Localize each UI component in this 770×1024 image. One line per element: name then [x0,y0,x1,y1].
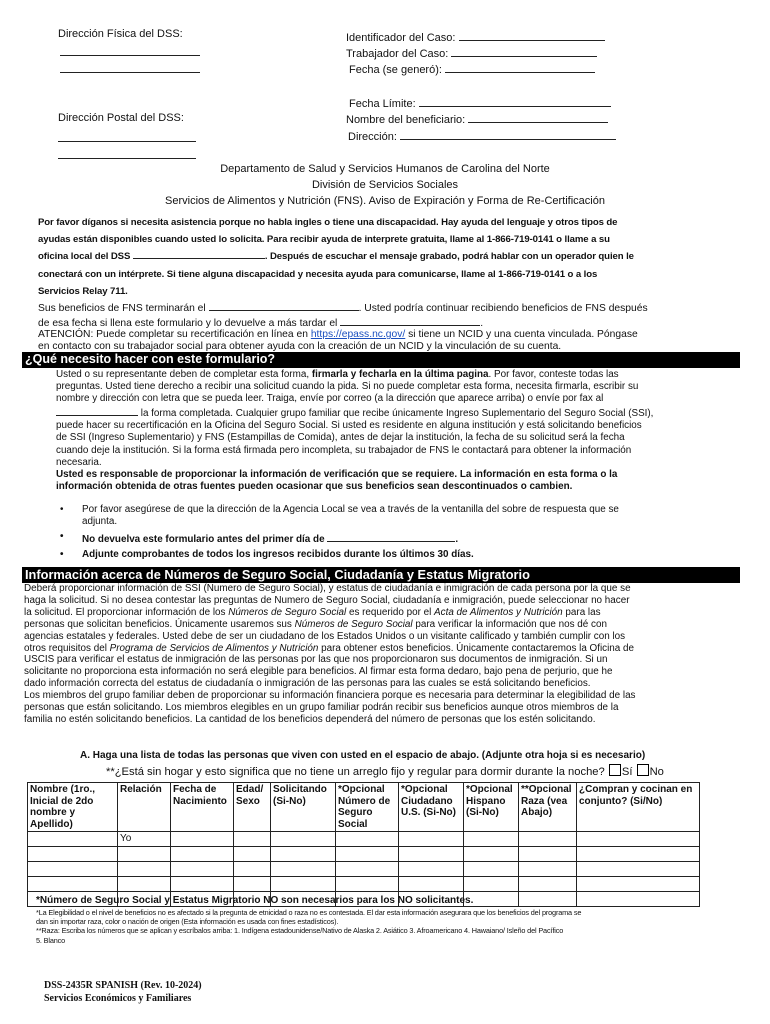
bullet-3: • Adjunte comprobantes de todos los ingresos recibidos durante los últimos 30 días. [60,549,474,561]
table-cell[interactable] [171,847,234,862]
section1-title: ¿Qué necesito hacer con este formulario? [22,352,740,368]
section2-line-7: USCIS para verificar el estatus de inmigración de las personas por las que nos proporcionaron sus documentos de inmigración. Si un [24,654,608,666]
footnotes-small [36,908,736,945]
section1-line-4: puede hacer su recertificación en la Oficina del Seguro Social. Si usted es residente en alguna institución y está solicitando beneficios [56,420,642,432]
section1-line-1: preguntas. Usted tiene derecho a recibir una solicitud cuando la pida. Si no puede completar esta forma, necesita firmarla, escribir su [56,381,639,393]
table-cell[interactable] [171,877,234,892]
table-cell[interactable] [399,877,464,892]
table-row [28,832,700,847]
assistance-line-4: conectará con un intérprete. Si tiene alguna discapacidad y necesita ayuda para comunicarse, llame al 1-866-719-0141 o a los [38,268,598,280]
bullet-dot: • [60,504,64,515]
table-cell[interactable] [519,847,577,862]
agency-line-2: División de Servicios Sociales [311,179,459,191]
table-cell[interactable] [28,847,118,862]
benefits-line-3: ATENCIÓN: Puede completar su recertificación en línea en https://epass.nc.gov/ si tiene un NCID y una cuenta vinculada. Póngase [38,329,638,341]
benefits-paragraph [38,300,744,352]
col-relation-header: Relación [118,783,171,832]
section1-line-5: de SSI (Ingreso Suplementario) y FNS (Estampillas de Comida), antes de dejar la institución, la fecha de su solicitud será la fecha [56,432,625,444]
table-cell[interactable] [171,862,234,877]
section1-bullets [60,504,750,561]
table-cell[interactable] [464,862,519,877]
table-cell[interactable] [399,847,464,862]
address-label: Dirección: [348,129,616,144]
col-ssn-header: *Opcional Número de Seguro Social [336,783,399,832]
section2-line-6: otros requisitos del Programa de Servicios de Alimentos y Nutrición para obtener estos beneficios. Únicamente contactaremos la Oficina de [24,642,635,654]
section2-line-3: la solicitud. El proporcionar información de los Números de Seguro Social es requerido por el Acta de Alimentos y Nutrición para las [24,606,601,618]
table-cell[interactable] [171,832,234,847]
table-cell[interactable] [28,877,118,892]
assistance-line-3: oficina local del DSS . Después de escuchar el mensaje grabado, podrá hablar con un operador quien le [38,248,738,265]
benefits-line-2: de esa fecha si llena este formulario y lo devuelve a más tardar el . [38,315,744,330]
mailing-address-line-1[interactable] [58,131,196,142]
benefits-line-1: Sus beneficios de FNS terminarán el . Usted podría continuar recibiendo beneficios de FNS después [38,300,744,315]
section1-body [56,369,746,493]
case-id-label: Identificador del Caso: [346,30,605,45]
assistance-paragraph [38,214,738,300]
case-id-field[interactable] [459,30,605,41]
form-code: DSS-2435R SPANISH (Rev. 10-2024) [44,980,202,991]
physical-address-label: Dirección Física del DSS: [58,28,183,40]
table-cell[interactable] [519,862,577,877]
table-header-row [28,783,700,832]
section1-line-0: Usted o su representante deben de completar esta forma, firmarla y fecharla en la última pagina. Por favor, conteste todas las [56,369,619,380]
benefits-line-4: en contacto con su trabajador social para obtener ayuda con la creación de un NCID y la vinculación de su cuenta. [38,340,562,352]
address-field[interactable] [400,129,616,140]
section2-body [24,583,748,726]
beneficiary-label: Nombre del beneficiario: [346,112,608,127]
homeless-yes-label: Sí [621,766,633,778]
local-dss-field[interactable] [133,248,265,259]
table-cell[interactable] [336,832,399,847]
question-homeless: **¿Está sin hogar y esto significa que no tiene un arreglo fijo y regular para dormir durante la noche? Sí No [106,766,664,778]
question-a: A. Haga una lista de todas las personas que viven con usted en el espacio de abajo. (Adjunte otra hoja si es necesario) [80,750,646,761]
first-day-field[interactable] [327,531,455,542]
table-cell-relation[interactable]: Yo [118,832,171,847]
table-cell[interactable] [271,877,336,892]
table-cell[interactable] [399,862,464,877]
section2-line-10: Los miembros del grupo familiar deben de proporcionar su información financiera porque es necesaria para determinar la elegibilidad de las [24,690,636,702]
table-cell[interactable] [336,877,399,892]
col-shop-cook-header: ¿Compran y cocinan en conjunto? (Si/No) [577,783,700,832]
due-date-label: Fecha Límite: [349,96,611,111]
section2-line-4: personas que solicitan beneficios. Únicamente usaremos sus Números de Seguro Social para verificar la información que nos dé con [24,618,607,630]
section1-bold-1: Usted es responsable de proporcionar la información de verificación que se requiere. La información en esta forma o la [56,468,618,480]
col-applying-header: Solicitando (Si-No) [271,783,336,832]
assistance-line-2: ayudas están disponibles cuando usted lo solicita. Para recibir ayuda de interprete gratuita, llame al 1-866-719-0141 o llame a su [38,234,610,246]
table-cell[interactable] [234,832,271,847]
homeless-no-label: No [649,766,664,778]
table-cell[interactable] [271,847,336,862]
section1-line-3: la forma completada. Cualquier grupo familiar que recibe únicamente Ingreso Suplementario del Seguro Social (SSI), [56,405,746,420]
section1-bold-2: información obtenida de otras fuentes pueden ocasionar que sus beneficios sean descontinuados o cambien. [56,480,573,492]
table-cell[interactable] [519,832,577,847]
table-cell[interactable] [118,877,171,892]
section2-line-12: familia no estén solicitando beneficios. La cantidad de los beneficios dependerá del número de personas que los estén solicitando. [24,713,596,725]
agency-line-3: Servicios de Alimentos y Nutrición (FNS). Aviso de Expiración y Forma de Re-Certificación [165,195,605,207]
col-citizen-header: *Opcional Ciudadano U.S. (Si-No) [399,783,464,832]
table-cell[interactable] [336,847,399,862]
bullet-1: • Por favor asegúrese de que la dirección de la Agencia Local se vea a través de la ventanilla del sobre de respuesta que se [60,504,619,515]
mailing-address-line-2[interactable] [58,148,196,159]
table-cell[interactable] [28,832,118,847]
fax-number-field[interactable] [56,405,138,416]
section2-line-11: personas que están solicitando. Los miembros elegibles en un grupo familiar podrán recibir sus beneficios aunque otros miembros de la [24,702,619,714]
table-cell[interactable] [464,877,519,892]
assistance-line-5: Servicios Relay 711. [38,285,128,297]
return-by-date-field[interactable] [340,315,480,326]
footnote-bold: *Número de Seguro Social y Estatus Migratorio NO son necesarios para los NO solicitantes. [36,895,474,906]
caseworker-field[interactable] [451,46,597,57]
section2-line-1: Deberá proporcionar información de SSI (Numero de Seguro Social), y estatus de ciudadanía e inmigración de cada persona por la que se [24,583,631,594]
table-cell[interactable] [271,862,336,877]
benefits-end-date-field[interactable] [209,300,359,311]
table-cell[interactable] [577,892,700,907]
due-date-field[interactable] [419,96,611,107]
household-table [27,782,700,907]
table-cell[interactable] [577,862,700,877]
physical-address-line-2[interactable] [60,62,200,73]
col-age-sex-header: Edad/ Sexo [234,783,271,832]
section2-line-5: agencias estatales y federales. Usted debe de ser un ciudadano de los Estados Unidos o un visitante calificado y también cumplir con los [24,630,626,642]
table-cell[interactable] [519,892,577,907]
table-cell[interactable] [399,832,464,847]
table-cell[interactable] [28,862,118,877]
assistance-line-1: Por favor díganos si necesita asistencia porque no habla ingles o tiene una discapacidad. Hay ayuda del lenguaje y otros tipos de [38,217,618,228]
bullet-1-cont: adjunta. [82,516,118,528]
footnote-3: **Raza: Escriba los números que se aplican y escríbalos arriba: 1. Indígena estadounidense/Nativo de Alaska 2. Asiático 3. Afroamericano 4. Hawaiano/ Isleño del Pacífico [36,926,564,936]
bullet-dot: • [60,531,64,543]
section2-title: Información acerca de Números de Seguro Social, Ciudadanía y Estatus Migratorio [22,567,740,583]
caseworker-label: Trabajador del Caso: [346,46,597,61]
table-cell[interactable] [519,877,577,892]
table-cell[interactable] [271,832,336,847]
table-row [28,847,700,862]
bullet-2: • No devuelva este formulario antes del primer día de . [60,531,459,546]
table-cell[interactable] [577,832,700,847]
section1-line-6: cuando deje la institución. Si la forma está firmada pero incompleta, su trabajador de FNS le contactará para obtener la información [56,444,632,456]
department-footer: Servicios Económicos y Familiares [44,993,192,1004]
section2-line-8: solicitante no proporciona esta información no será elegible para beneficios. Al firmar esta forma dedaro, bajo pena de perjurio, que he [24,666,613,678]
table-cell[interactable] [118,862,171,877]
epass-link[interactable]: https://epass.nc.gov/ [310,329,406,341]
table-row [28,862,700,877]
col-hispanic-header: *Opcional Hispano (Si-No) [464,783,519,832]
section2-line-9: dado información correcta del estatus de ciudadanía o inmigración de las personas para las cuales se está solicitando beneficios. [24,678,591,690]
generated-date-label: Fecha (se generó): [349,62,595,77]
table-row [28,877,700,892]
footnote-4: 5. Blanco [36,935,66,945]
table-cell[interactable] [464,832,519,847]
table-cell[interactable] [118,847,171,862]
col-birthdate-header: Fecha de Nacimiento [171,783,234,832]
generated-date-field[interactable] [445,62,595,73]
homeless-yes-checkbox[interactable] [609,764,621,776]
table-cell[interactable] [464,847,519,862]
table-cell[interactable] [336,862,399,877]
physical-address-line-1[interactable] [60,45,200,56]
footnote-1: *La Elegibilidad o el nivel de beneficios no es afectado si la pregunta de etnicidad o raza no es contestada. El dar esta información asegurara que los beneficios del programa se [36,908,582,917]
section1-line-7: necesaria. [56,456,102,468]
col-race-header: **Opcional Raza (vea Abajo) [519,783,577,832]
table-cell[interactable] [577,847,700,862]
col-name-header: Nombre (1ro., Inicial de 2do nombre y Apellido) [28,783,118,832]
table-cell[interactable] [234,877,271,892]
bullet-dot: • [60,549,64,561]
section2-line-2: haga la solicitud. Si no desea contestar las preguntas de Numero de Seguro Social, ciudadanía e inmigración, puede seleccionar no hacer [24,594,630,606]
section1-line-2: nombre y dirección con letra que se pueda leer. Traiga, envíe por correo (a la dirección que aparece arriba) o envíe por fax al [56,393,604,405]
table-cell[interactable] [234,847,271,862]
footnote-2: dan sin importar raza, color o nación de origen (Esta información es usada con fines estadísticos). [36,917,339,927]
agency-line-1: Departamento de Salud y Servicios Humanos de Carolina del Norte [220,163,550,175]
beneficiary-field[interactable] [468,112,608,123]
table-cell[interactable] [234,862,271,877]
table-cell[interactable] [577,877,700,892]
mailing-address-label: Dirección Postal del DSS: [58,112,184,124]
homeless-no-checkbox[interactable] [637,764,649,776]
